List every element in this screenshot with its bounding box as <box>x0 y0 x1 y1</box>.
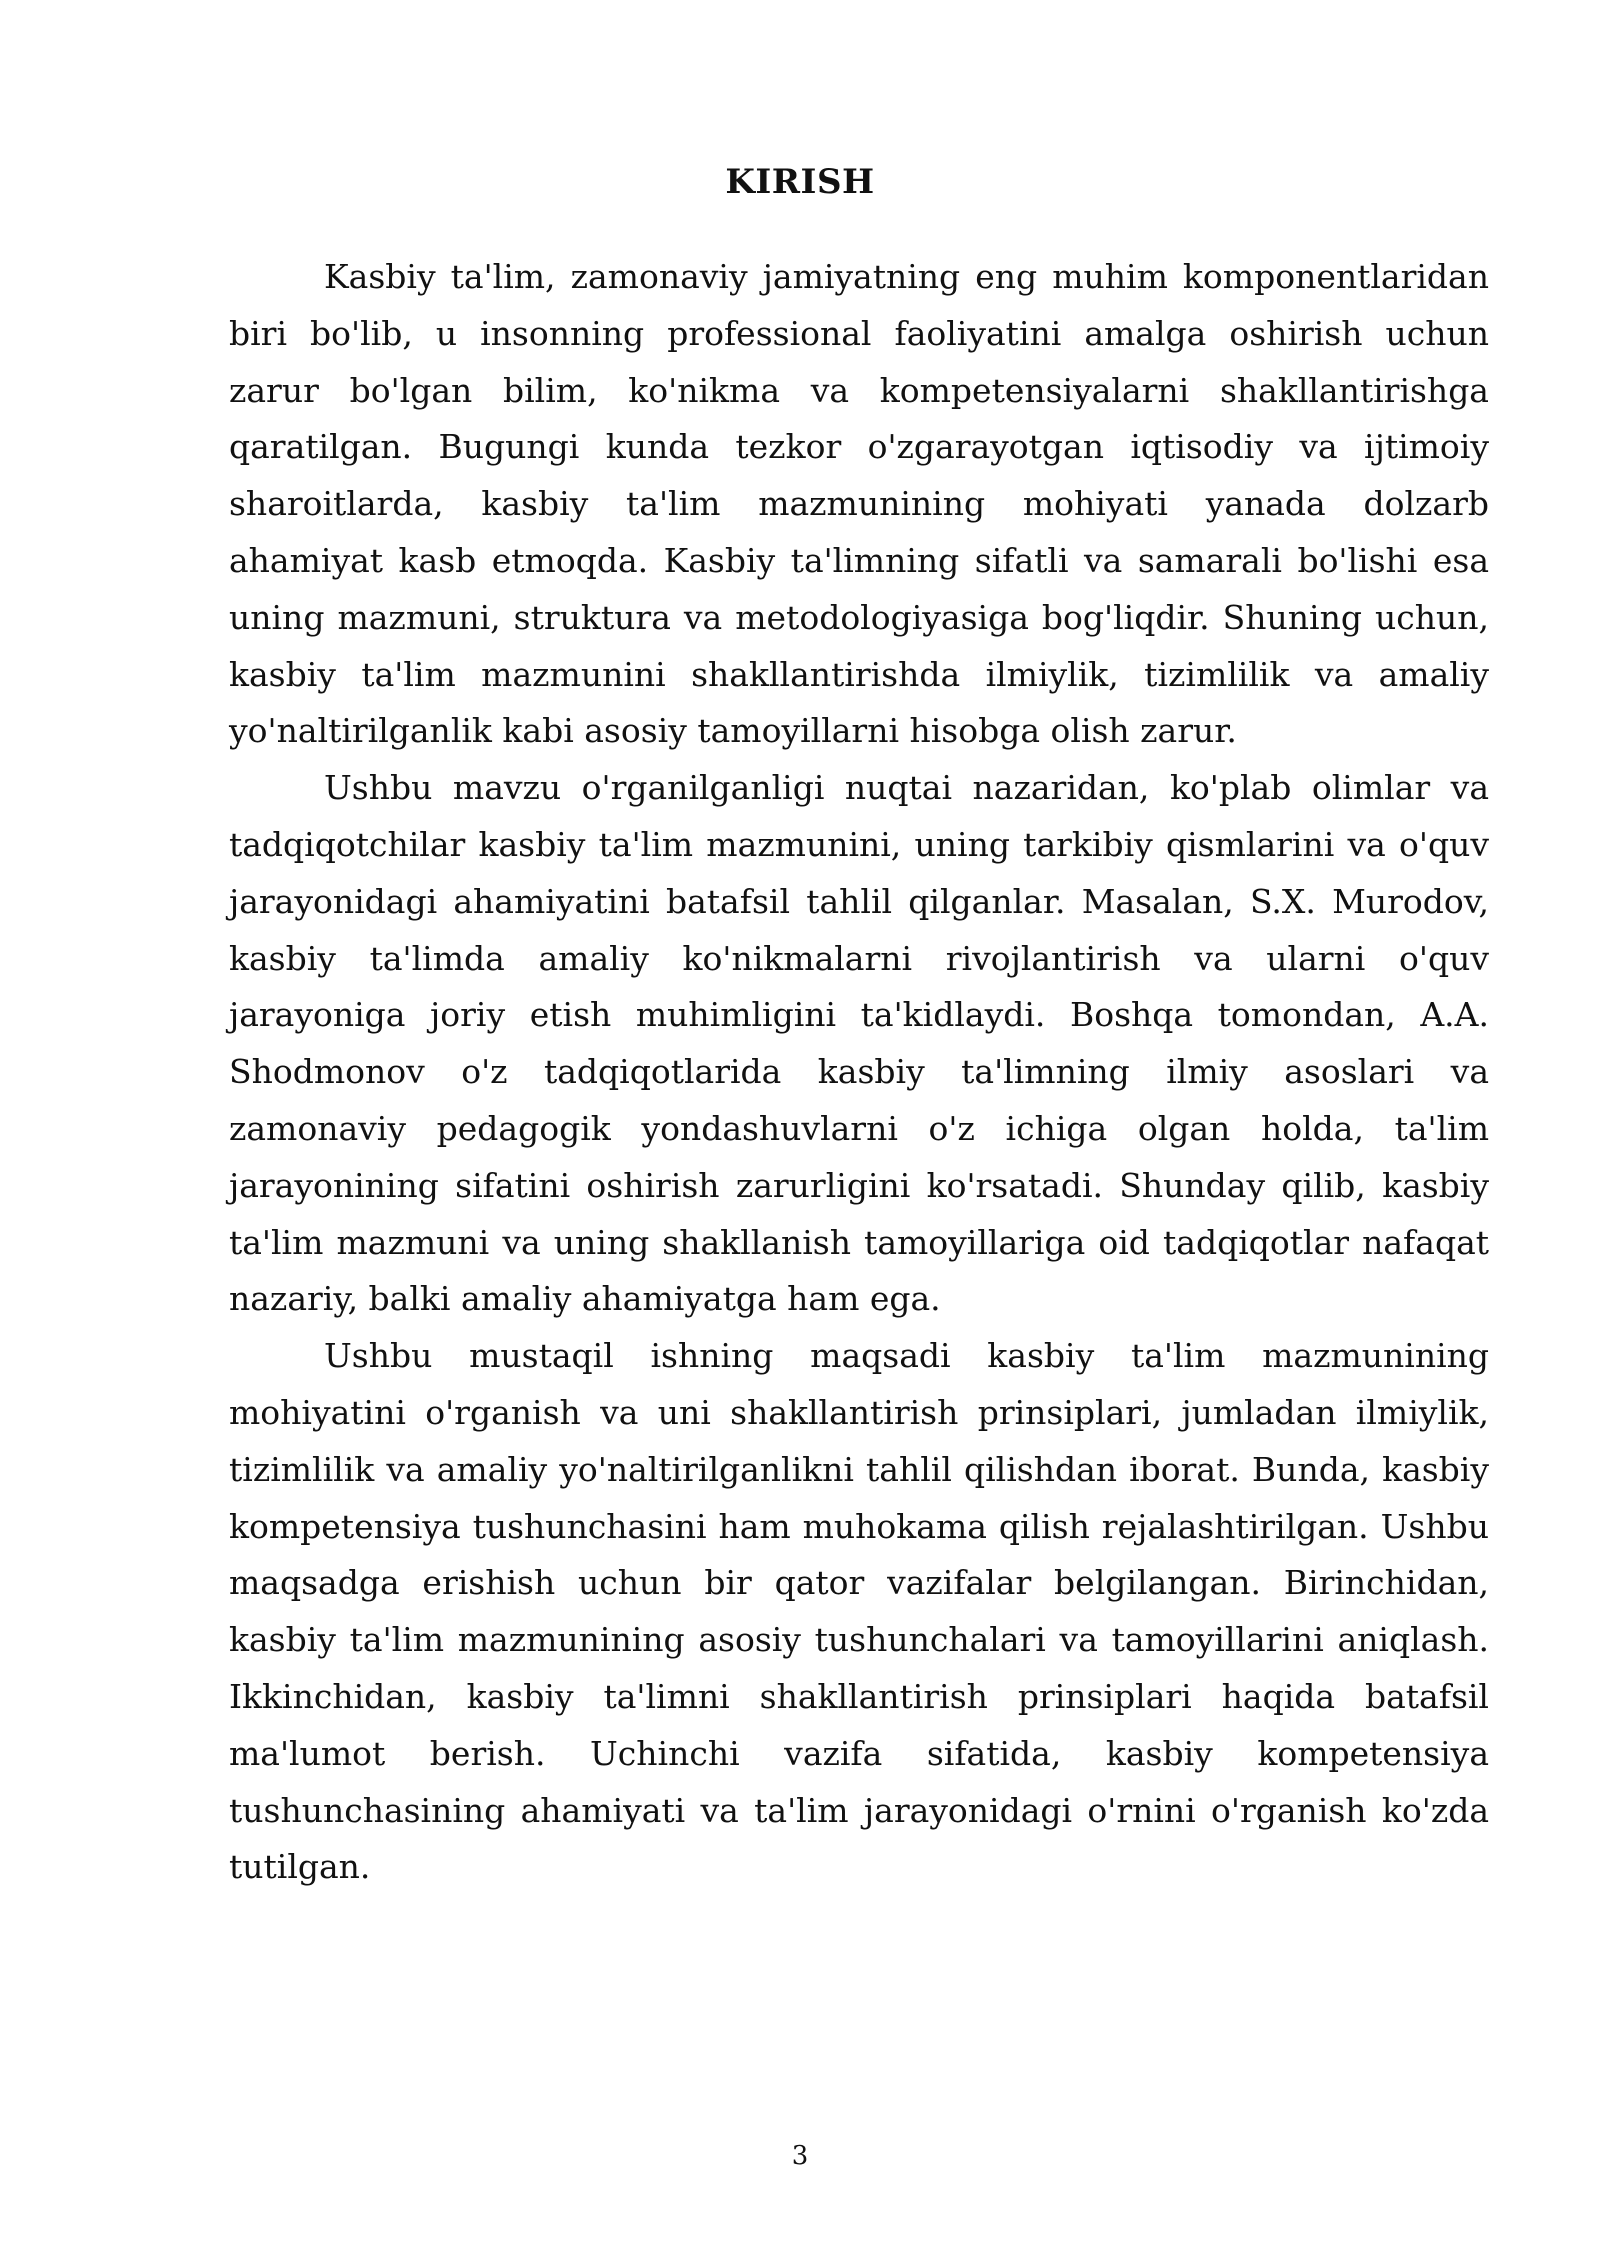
section-title: KIRISH <box>725 162 875 202</box>
paragraph-goals-and-tasks: Ushbu mustaqil ishning maqsadi kasbiy ta'lim mazmunining mohiyatini o'rganish va uni shakllantirish prinsiplari, jumladan ilmiylik, tizimlilik va amaliy yo'naltirilganlikni tahlil qilishdan iborat. Bunda, kasbiy kompetensiya tushunchasini ham muhokama qilish rejalashtirilgan. Ushbu maqsadga erishish uchun bir qator vazifalar belgilangan. Birinchidan, kasbiy ta'lim mazmunining asosiy tushunchalari va tamoyillarini aniqlash. Ikkinchidan, kasbiy ta'limni shakllantirish prinsiplari haqida batafsil ma'lumot berish. Uchinchi vazifa sifatida, kasbiy kompetensiya tushunchasining ahamiyati va ta'lim jarayonidagi o'rnini o'rganish ko'zda tutilgan. <box>229 1336 1489 1887</box>
body-text <box>229 249 1489 1896</box>
paragraph-literature-review: Ushbu mavzu o'rganilganligi nuqtai nazaridan, ko'plab olimlar va tadqiqotchilar kasbiy ta'lim mazmunini, uning tarkibiy qismlarini va o'quv jarayonidagi ahamiyatini batafsil tahlil qilganlar. Masalan, S.X. Murodov, kasbiy ta'limda amaliy ko'nikmalarni rivojlantirish va ularni o'quv jarayoniga joriy etish muhimligini ta'kidlaydi. Boshqa tomondan, A.A. Shodmonov o'z tadqiqotlarida kasbiy ta'limning ilmiy asoslari va zamonaviy pedagogik yondashuvlarni o'z ichiga olgan holda, ta'lim jarayonining sifatini oshirish zarurligini ko'rsatadi. Shunday qilib, kasbiy ta'lim mazmuni va uning shakllanish tamoyillariga oid tadqiqotlar nafaqat nazariy, balki amaliy ahamiyatga ham ega. <box>229 768 1489 1319</box>
page-number: 3 <box>791 2141 809 2171</box>
paragraph-introduction: Kasbiy ta'lim, zamonaviy jamiyatning eng muhim komponentlaridan biri bo'lib, u insonning professional faoliyatini amalga oshirish uchun zarur bo'lgan bilim, ko'nikma va kompetensiyalarni shakllantirishga qaratilgan. Bugungi kunda tezkor o'zgarayotgan iqtisodiy va ijtimoiy sharoitlarda, kasbiy ta'lim mazmunining mohiyati yanada dolzarb ahamiyat kasb etmoqda. Kasbiy ta'limning sifatli va samarali bo'lishi esa uning mazmuni, struktura va metodologiyasiga bog'liqdir. Shuning uchun, kasbiy ta'lim mazmunini shakllantirishda ilmiylik, tizimlilik va amaliy yo'naltirilganlik kabi asosiy tamoyillarni hisobga olish zarur. <box>229 257 1489 751</box>
